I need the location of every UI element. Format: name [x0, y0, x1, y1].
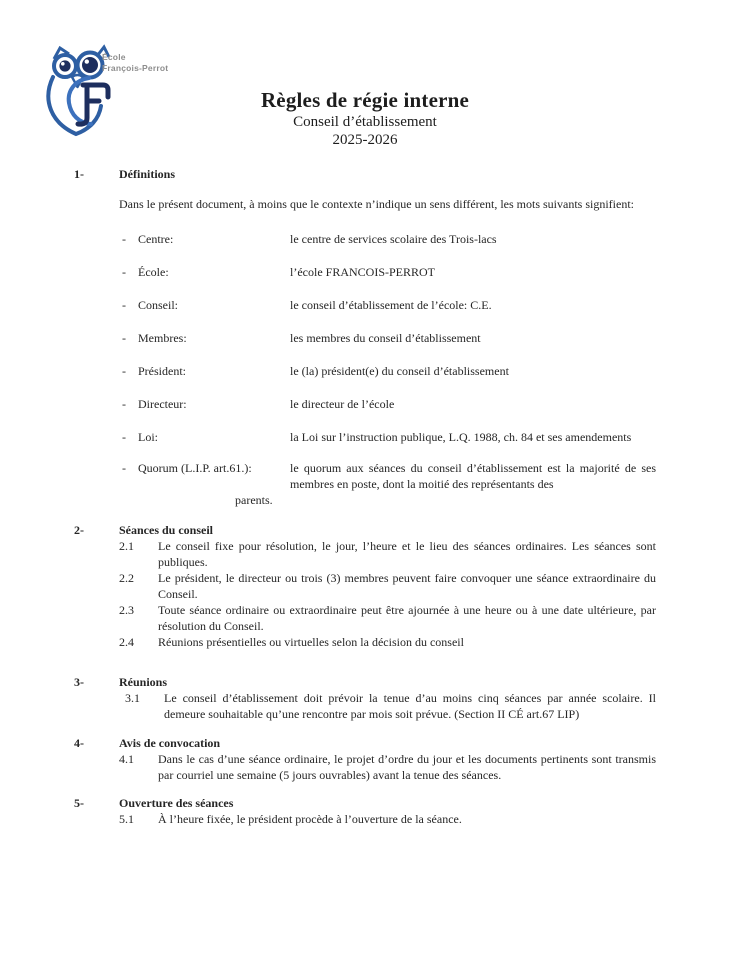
- section-heading: [74, 795, 656, 811]
- section-title: Ouverture des séances: [119, 796, 234, 810]
- page-title: Règles de régie interne: [260, 88, 470, 112]
- clause-text: Réunions présentielles ou virtuelles selon la décision du conseil: [158, 635, 464, 649]
- clause-text: À l’heure fixée, le président procède à l’ouverture de la séance.: [158, 812, 462, 826]
- clause-row: [119, 751, 656, 783]
- dash-bullet: -: [122, 298, 126, 312]
- section-reunions: [74, 674, 656, 722]
- clause-number: 2.4: [119, 635, 134, 649]
- definition-text: le quorum aux séances du conseil d’établissement est la majorité de ses membres en poste, dont la moitié des représentants des: [290, 461, 656, 491]
- definition-text: le conseil d’établissement de l’école: C.E.: [290, 298, 492, 312]
- definition-row: [119, 297, 656, 313]
- definition-row: [119, 460, 656, 492]
- clause-row: [119, 690, 656, 722]
- section-body: [119, 196, 656, 508]
- definition-text: le (la) président(e) du conseil d’établissement: [290, 364, 509, 378]
- section-ouverture-des-seances: [74, 795, 656, 827]
- section-body: [119, 538, 656, 650]
- definition-term: École:: [138, 265, 169, 279]
- clause-row: [119, 538, 656, 570]
- section-body: [119, 811, 656, 827]
- section-title: Définitions: [119, 167, 176, 181]
- definition-row: [119, 264, 656, 280]
- clause-number: 3.1: [125, 691, 140, 705]
- page-subtitle: Conseil d’établissement: [293, 114, 437, 130]
- clause-number: 2.2: [119, 571, 134, 585]
- section-number: 4-: [74, 736, 84, 750]
- definition-text: le centre de services scolaire des Trois-lacs: [290, 232, 497, 246]
- definition-term: Conseil:: [138, 298, 179, 312]
- definition-term: Directeur:: [138, 397, 187, 411]
- section-heading: [74, 166, 656, 182]
- definition-term: Quorum (L.I.P. art.61.):: [138, 461, 252, 475]
- page-year: 2025-2026: [332, 132, 398, 148]
- clause-row: [119, 811, 656, 827]
- section-number: 3-: [74, 675, 84, 689]
- definition-term: Membres:: [138, 331, 187, 345]
- section-definitions: [74, 166, 656, 508]
- section-avis-de-convocation: [74, 735, 656, 783]
- dash-bullet: -: [122, 430, 126, 444]
- clause-text: Le conseil d’établissement doit prévoir la tenue d’au moins cinq séances par année scolaire. Il demeure souhaitable qu’une rencontre par mois soit prévue. (Section II CÉ art.67 LIP): [164, 691, 656, 721]
- clause-number: 5.1: [119, 812, 134, 826]
- section-title: Avis de convocation: [119, 736, 221, 750]
- school-name: [102, 52, 168, 73]
- section-seances-du-conseil: [74, 522, 656, 650]
- definition-text: la Loi sur l’instruction publique, L.Q. 1988, ch. 84 et ses amendements: [290, 430, 632, 444]
- section-title: Réunions: [119, 675, 168, 689]
- clause-text: Toute séance ordinaire ou extraordinaire peut être ajournée à une heure ou à une date ultérieure, par résolution du Conseil.: [158, 603, 656, 633]
- clause-row: [119, 602, 656, 634]
- definition-hanging-line: parents.: [235, 493, 273, 507]
- definition-text: l’école FRANCOIS-PERROT: [290, 265, 435, 279]
- clause-text: Dans le cas d’une séance ordinaire, le projet d’ordre du jour et les documents pertinents sont transmis par courriel une semaine (5 jours ouvrables) avant la tenue des séances.: [158, 752, 656, 782]
- section-body: [119, 690, 656, 722]
- dash-bullet: -: [122, 364, 126, 378]
- definition-row: [119, 231, 656, 247]
- definition-text: les membres du conseil d’établissement: [290, 331, 481, 345]
- section-heading: [74, 674, 656, 690]
- dash-bullet: -: [122, 232, 126, 246]
- definition-row: [119, 330, 656, 346]
- definition-term: Centre:: [138, 232, 174, 246]
- clause-text: Le conseil fixe pour résolution, le jour, l’heure et le lieu des séances ordinaires. Les séances sont publiques.: [158, 539, 656, 569]
- school-name-line1: École: [102, 52, 126, 62]
- section-number: 2-: [74, 523, 84, 537]
- clause-number: 4.1: [119, 752, 134, 766]
- dash-bullet: -: [122, 265, 126, 279]
- definition-row: [119, 363, 656, 379]
- section-title: Séances du conseil: [119, 523, 214, 537]
- clause-text: Le président, le directeur ou trois (3) membres peuvent faire convoquer une séance extraordinaire du Conseil.: [158, 571, 656, 601]
- section-heading: [74, 735, 656, 751]
- section-number: 5-: [74, 796, 84, 810]
- clause-number: 2.3: [119, 603, 134, 617]
- dash-bullet: -: [122, 331, 126, 345]
- definitions-intro: Dans le présent document, à moins que le contexte n’indique un sens différent, les mots suivants signifient:: [119, 197, 635, 211]
- dash-bullet: -: [122, 461, 126, 475]
- definition-term: Président:: [138, 364, 186, 378]
- clause-row: [119, 570, 656, 602]
- clause-row: [119, 634, 656, 650]
- section-heading: [74, 522, 656, 538]
- definition-term: Loi:: [138, 430, 158, 444]
- section-number: 1-: [74, 167, 84, 181]
- definition-row: [119, 429, 656, 445]
- clause-number: 2.1: [119, 539, 134, 553]
- document-body: [74, 166, 656, 827]
- section-body: [119, 751, 656, 783]
- document-header: [74, 88, 656, 149]
- dash-bullet: -: [122, 397, 126, 411]
- school-name-line2: François-Perrot: [102, 62, 169, 73]
- definition-text: le directeur de l’école: [290, 397, 395, 411]
- definition-row: [119, 396, 656, 412]
